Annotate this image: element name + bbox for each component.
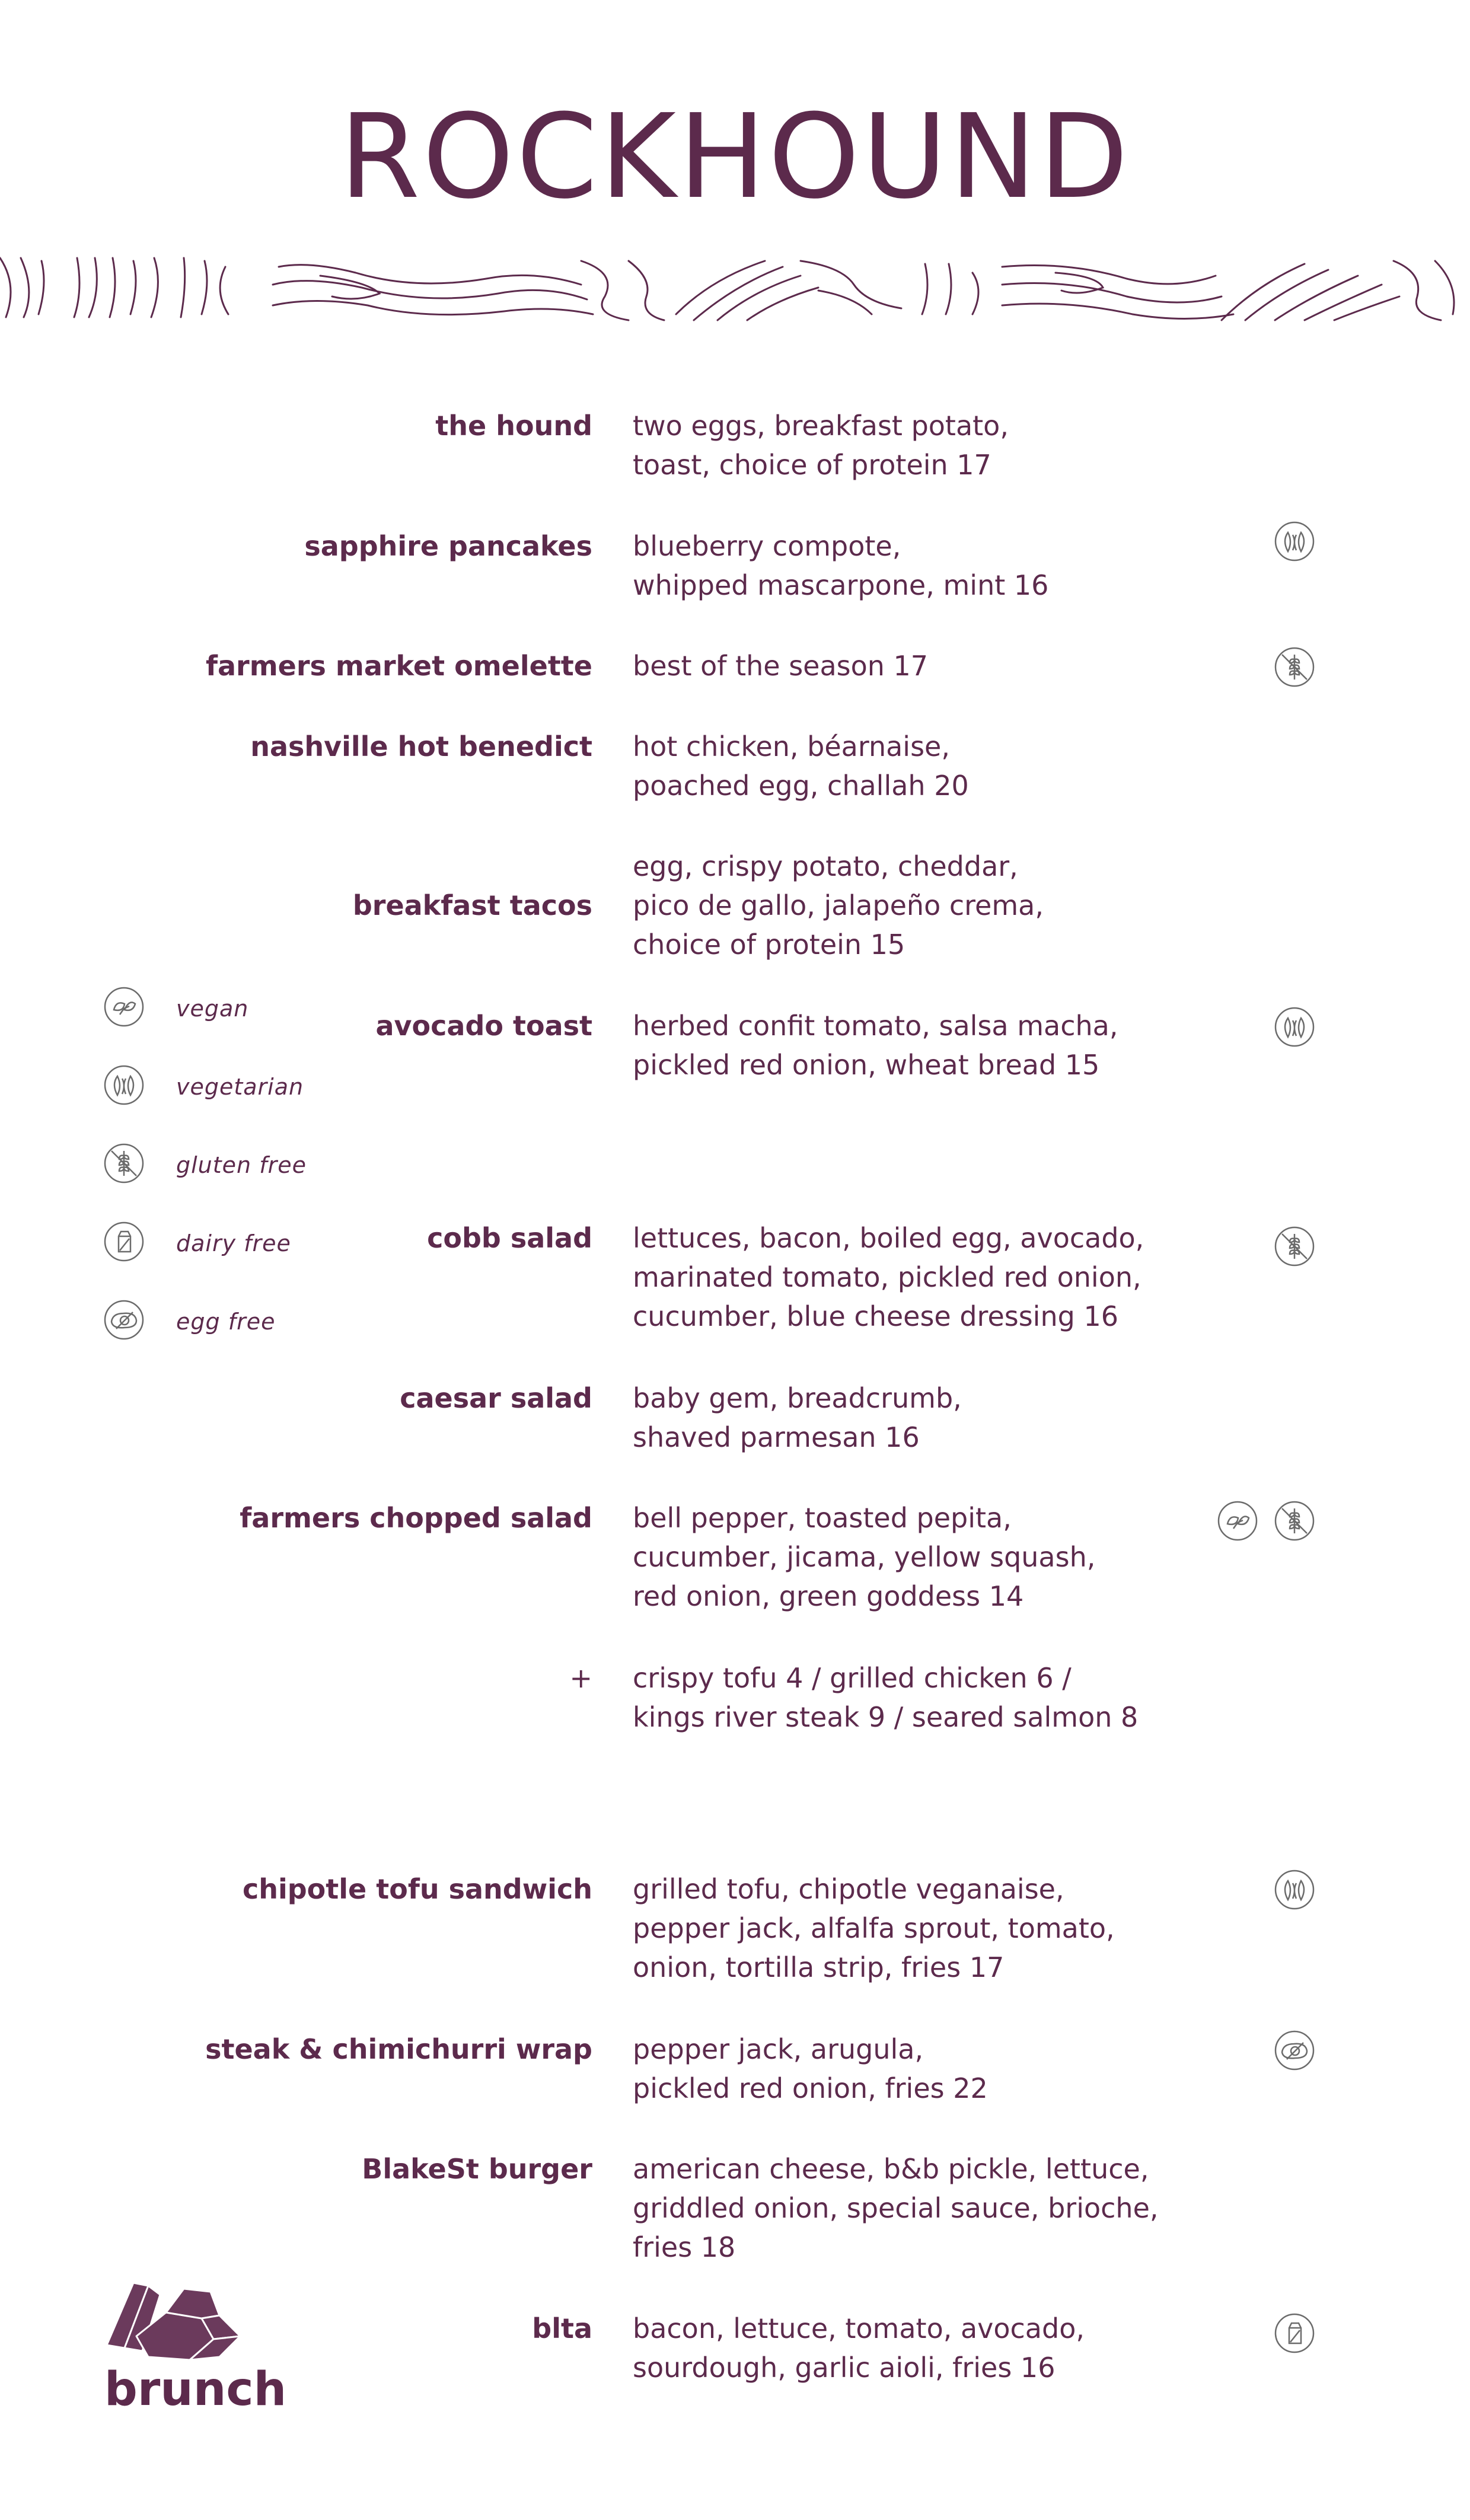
legend-label: vegan xyxy=(176,996,249,1022)
add-on-plus: + xyxy=(569,1662,592,1694)
gluten-free-icon xyxy=(103,1143,145,1184)
dairy-free-icon xyxy=(103,1221,145,1262)
gluten-free-icon xyxy=(1274,646,1315,688)
legend-egg-free xyxy=(103,1299,400,1347)
item-description: best of the season 17 xyxy=(633,650,929,682)
item-description: pepper jack, arugula, pickled red onion, fries 22 xyxy=(633,2033,988,2104)
legend-label: vegetarian xyxy=(176,1074,304,1100)
topographic-banner xyxy=(0,249,1470,326)
vegan-icon xyxy=(1217,1500,1258,1542)
dairy-free-icon xyxy=(1274,2312,1315,2354)
item-description: two eggs, breakfast potato, toast, choice of protein 17 xyxy=(633,410,1009,481)
gluten-free-icon xyxy=(1274,1500,1315,1542)
vegetarian-icon xyxy=(103,1064,145,1106)
legend-dairy-free xyxy=(103,1221,400,1268)
item-name: caesar salad xyxy=(400,1382,592,1414)
legend-label: dairy free xyxy=(176,1230,291,1256)
item-description: crispy tofu 4 / grilled chicken 6 / kings river steak 9 / seared salmon 8 xyxy=(633,1662,1139,1733)
item-name: chipotle tofu sandwich xyxy=(242,1873,592,1905)
legend-vegetarian xyxy=(103,1064,400,1112)
item-name: breakfast tacos xyxy=(352,889,592,921)
item-name: farmers market omelette xyxy=(205,650,592,682)
vegetarian-icon xyxy=(1274,521,1315,562)
vegetarian-icon xyxy=(1274,1869,1315,1910)
legend-label: gluten free xyxy=(176,1152,307,1178)
item-description: bacon, lettuce, tomato, avocado, sourdough, garlic aioli, fries 16 xyxy=(633,2312,1085,2384)
item-description: bell pepper, toasted pepita, cucumber, jicama, yellow squash, red onion, green goddess 14 xyxy=(633,1502,1096,1612)
item-description: american cheese, b&b pickle, lettuce, griddled onion, special sauce, brioche, fries 18 xyxy=(633,2153,1159,2263)
item-name: steak & chimichurri wrap xyxy=(205,2033,592,2065)
item-name: the hound xyxy=(435,410,592,442)
item-description: hot chicken, béarnaise, poached egg, challah 20 xyxy=(633,731,969,802)
crystal-logo xyxy=(101,2271,255,2366)
item-description: herbed confit tomato, salsa macha, pickled red onion, wheat bread 15 xyxy=(633,1010,1118,1081)
item-name: nashville hot benedict xyxy=(250,731,592,763)
item-description: grilled tofu, chipotle veganaise, pepper jack, alfalfa sprout, tomato, onion, tortilla strip, fries 17 xyxy=(633,1873,1115,1983)
item-description: baby gem, breadcrumb, shaved parmesan 16 xyxy=(633,1382,962,1453)
item-description: blueberry compote, whipped mascarpone, mint 16 xyxy=(633,530,1049,601)
item-name: avocado toast xyxy=(375,1010,592,1042)
legend-gluten-free xyxy=(103,1143,400,1190)
item-name: sapphire pancakes xyxy=(304,530,592,562)
legend-vegan xyxy=(103,986,400,1033)
egg-free-icon xyxy=(1274,2030,1315,2071)
restaurant-title: ROCKHOUND xyxy=(339,90,1131,225)
gluten-free-icon xyxy=(1274,1226,1315,1267)
vegetarian-icon xyxy=(1274,1006,1315,1048)
item-name: BlakeSt burger xyxy=(362,2153,592,2185)
item-description: egg, crispy potato, cheddar, pico de gallo, jalapeño crema, choice of protein 15 xyxy=(633,850,1044,961)
menu-section-label: brunch xyxy=(104,2363,287,2416)
item-name: farmers chopped salad xyxy=(240,1502,592,1534)
item-description: lettuces, bacon, boiled egg, avocado, marinated tomato, pickled red onion, cucumber, blue cheese dressing 16 xyxy=(633,1222,1144,1332)
vegan-icon xyxy=(103,986,145,1028)
item-name: cobb salad xyxy=(427,1222,592,1254)
egg-free-icon xyxy=(103,1299,145,1341)
legend-label: egg free xyxy=(176,1309,276,1335)
item-name: blta xyxy=(532,2312,592,2344)
